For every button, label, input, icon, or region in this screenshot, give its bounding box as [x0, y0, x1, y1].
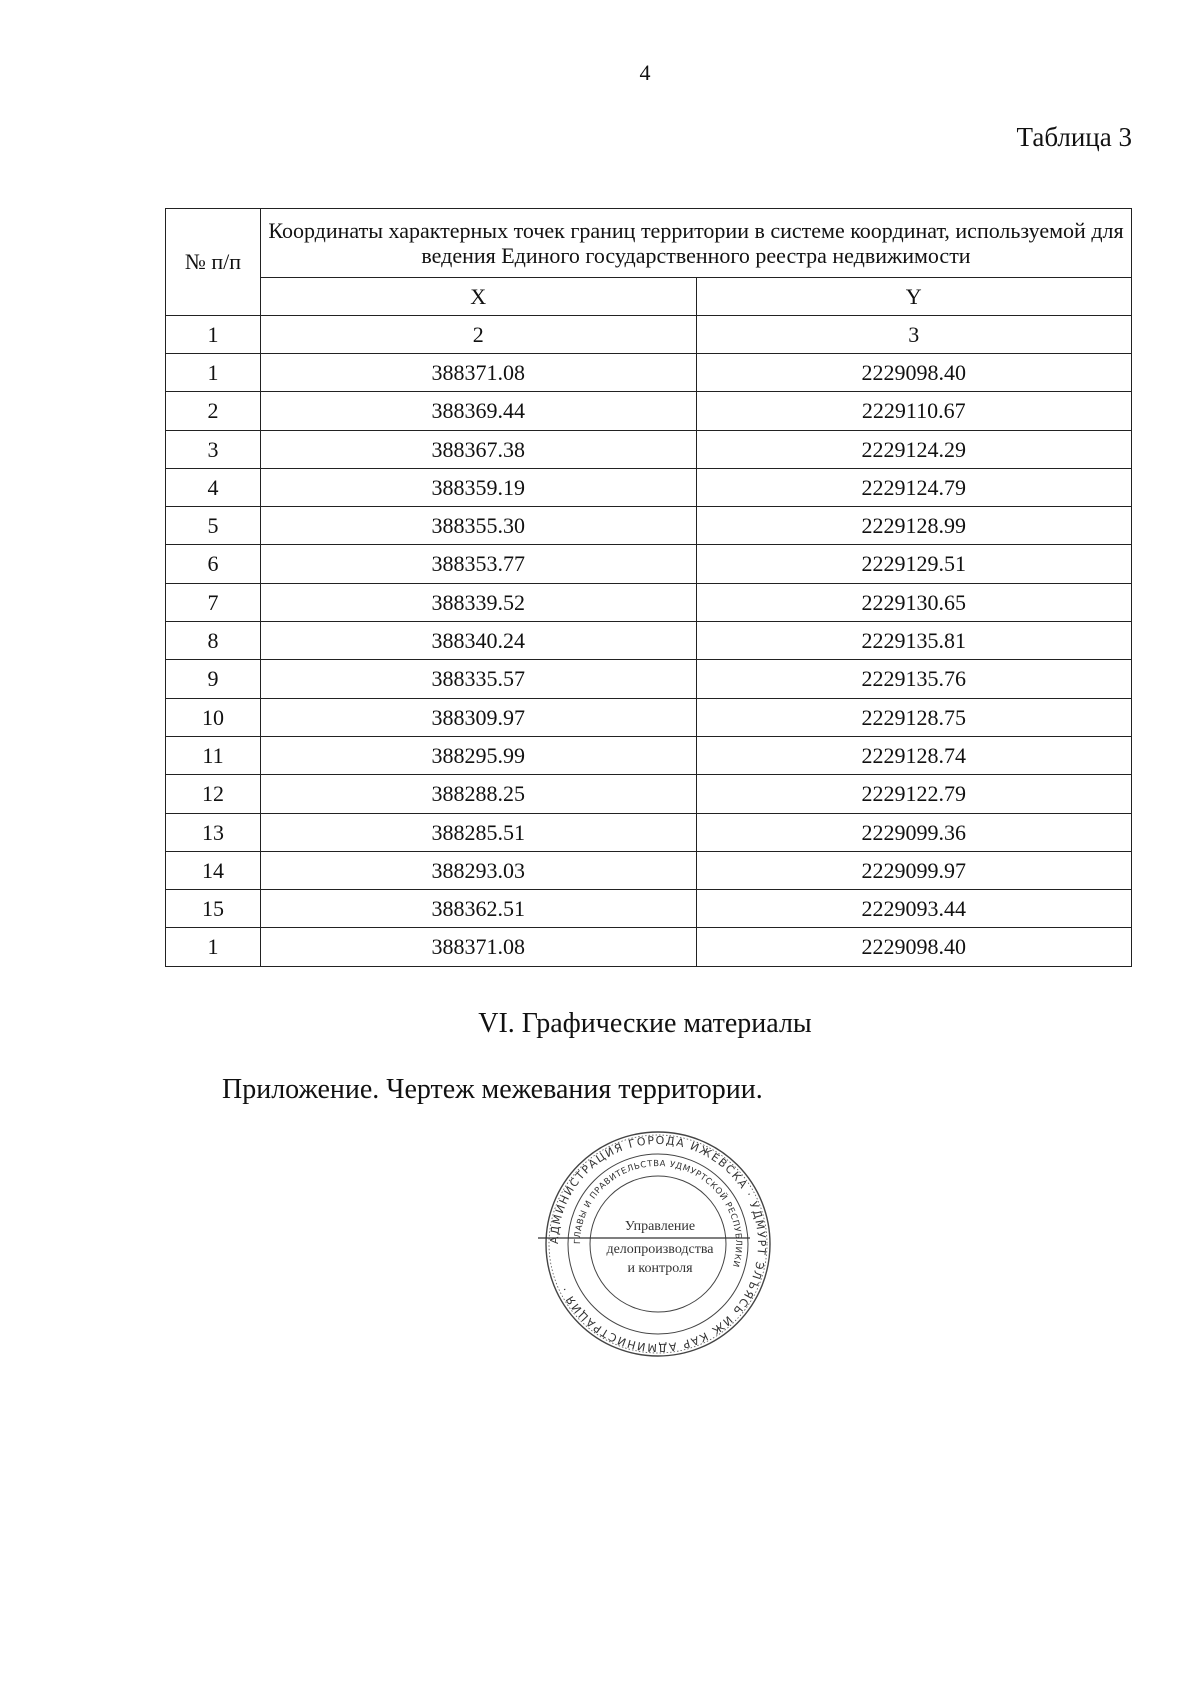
- x-coordinate-cell: 388293.03: [261, 851, 697, 889]
- row-number-cell: 3: [166, 430, 261, 468]
- row-number-cell: 8: [166, 622, 261, 660]
- x-coordinate-cell: 388362.51: [261, 890, 697, 928]
- y-coordinate-cell: 2229128.74: [696, 736, 1132, 774]
- table-subheader-row: [166, 278, 1132, 316]
- x-coordinate-cell: 388355.30: [261, 507, 697, 545]
- y-coordinate-cell: 2229122.79: [696, 775, 1132, 813]
- row-number-cell: 9: [166, 660, 261, 698]
- table-row: [166, 545, 1132, 583]
- seal-outer-text: АДМИНИСТРАЦИЯ ГОРОДА ИЖЕВСКА · УДМУРТ ЭЛЪЯСЬ ИЖ КАР АДМИНИСТРАЦИЯ ·: [547, 1133, 769, 1355]
- row-number-cell: 13: [166, 813, 261, 851]
- x-coordinate-cell: 388309.97: [261, 698, 697, 736]
- seal-center-line3: и контроля: [627, 1261, 693, 1276]
- table-caption: Таблица 3: [1016, 122, 1132, 152]
- header-number-label: № п/п: [184, 249, 242, 275]
- table-row: [166, 928, 1132, 966]
- row-number-cell: 2: [166, 392, 261, 430]
- x-coordinate-cell: 388295.99: [261, 736, 697, 774]
- x-coordinate-cell: 388369.44: [261, 392, 697, 430]
- row-number-cell: 1: [166, 354, 261, 392]
- x-coordinate-cell: 388339.52: [261, 583, 697, 621]
- row-number-cell: 5: [166, 507, 261, 545]
- table-row: [166, 430, 1132, 468]
- x-coordinate-cell: 388371.08: [261, 928, 697, 966]
- y-coordinate-cell: 2229130.65: [696, 583, 1132, 621]
- table-row: [166, 622, 1132, 660]
- y-coordinate-cell: 2229129.51: [696, 545, 1132, 583]
- x-coordinate-cell: 388371.08: [261, 354, 697, 392]
- header-coords: [261, 209, 1132, 278]
- x-coordinate-cell: 388367.38: [261, 430, 697, 468]
- y-coordinate-cell: 2229098.40: [696, 354, 1132, 392]
- row-number-cell: 10: [166, 698, 261, 736]
- table-row: [166, 736, 1132, 774]
- index-cell: 1: [166, 316, 261, 354]
- index-cell: 2: [261, 316, 697, 354]
- header-x: X: [261, 278, 697, 316]
- y-coordinate-cell: 2229128.99: [696, 507, 1132, 545]
- index-cell: 3: [696, 316, 1132, 354]
- page-number: 4: [639, 60, 651, 85]
- y-coordinate-cell: 2229128.75: [696, 698, 1132, 736]
- x-coordinate-cell: 388359.19: [261, 468, 697, 506]
- table-row: [166, 775, 1132, 813]
- table-index-row: [166, 316, 1132, 354]
- y-coordinate-cell: 2229124.79: [696, 468, 1132, 506]
- row-number-cell: 11: [166, 736, 261, 774]
- table-row: [166, 698, 1132, 736]
- x-coordinate-cell: 388353.77: [261, 545, 697, 583]
- row-number-cell: 6: [166, 545, 261, 583]
- x-coordinate-cell: 388335.57: [261, 660, 697, 698]
- table-row: [166, 354, 1132, 392]
- y-coordinate-cell: 2229135.81: [696, 622, 1132, 660]
- x-coordinate-cell: 388285.51: [261, 813, 697, 851]
- row-number-cell: 14: [166, 851, 261, 889]
- row-number-cell: 7: [166, 583, 261, 621]
- table-row: [166, 507, 1132, 545]
- table-row: [166, 468, 1132, 506]
- header-number: [166, 209, 261, 316]
- y-coordinate-cell: 2229093.44: [696, 890, 1132, 928]
- header-y: Y: [696, 278, 1132, 316]
- table-row: [166, 583, 1132, 621]
- appendix-text: Приложение. Чертеж межевания территории.: [222, 1074, 763, 1105]
- seal-inner-text: ГЛАВЫ И ПРАВИТЕЛЬСТВА УДМУРТСКОЙ РЕСПУБЛИКИ: [572, 1158, 744, 1269]
- y-coordinate-cell: 2229110.67: [696, 392, 1132, 430]
- y-coordinate-cell: 2229135.76: [696, 660, 1132, 698]
- y-coordinate-cell: 2229098.40: [696, 928, 1132, 966]
- y-coordinate-cell: 2229099.97: [696, 851, 1132, 889]
- seal-center-line1: Управление: [624, 1219, 696, 1234]
- x-coordinate-cell: 388288.25: [261, 775, 697, 813]
- table-row: [166, 813, 1132, 851]
- header-coords-label: Координаты характерных точек границ территории в системе координат, используемой для ведения Единого государственного реестра недвижимости: [268, 217, 1124, 268]
- row-number-cell: 12: [166, 775, 261, 813]
- y-coordinate-cell: 2229099.36: [696, 813, 1132, 851]
- row-number-cell: 15: [166, 890, 261, 928]
- table-row: [166, 392, 1132, 430]
- row-number-cell: 1: [166, 928, 261, 966]
- coordinates-table: [165, 208, 1132, 967]
- y-coordinate-cell: 2229124.29: [696, 430, 1132, 468]
- seal-center-line2: делопроизводства: [606, 1242, 714, 1257]
- table-row: [166, 660, 1132, 698]
- official-seal: [538, 1128, 778, 1360]
- section-title: VI. Графические материалы: [478, 1008, 812, 1039]
- table-row: [166, 890, 1132, 928]
- seal-graphic: [538, 1128, 778, 1360]
- x-coordinate-cell: 388340.24: [261, 622, 697, 660]
- table-row: [166, 851, 1132, 889]
- table-header-row: [166, 209, 1132, 278]
- row-number-cell: 4: [166, 468, 261, 506]
